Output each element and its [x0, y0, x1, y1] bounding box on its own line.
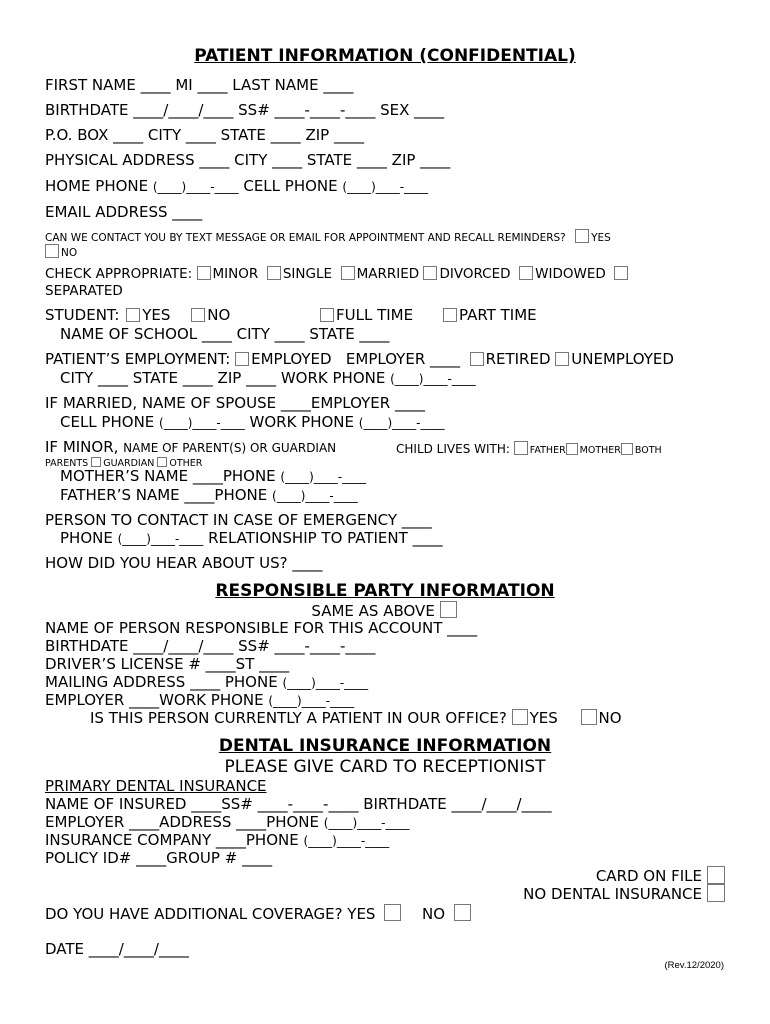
- mother-name-line: [60, 467, 366, 486]
- physical-address-line: PHYSICAL ADDRESS ____ CITY ____ STATE ____ ZIP ____: [45, 151, 451, 169]
- responsible-employer-line: [45, 691, 354, 710]
- father-checkbox[interactable]: [514, 441, 528, 455]
- contact-yes-checkbox[interactable]: [575, 229, 589, 243]
- widowed-checkbox[interactable]: [519, 266, 533, 280]
- unemployed-checkbox[interactable]: [555, 352, 569, 366]
- email-line: EMAIL ADDRESS ____: [45, 203, 203, 221]
- pobox-line: P.O. BOX ____ CITY ____ STATE ____ ZIP ____: [45, 126, 364, 144]
- additional-yes-checkbox[interactable]: [384, 904, 401, 921]
- mailing-address-line: [45, 673, 368, 692]
- widowed-label: WIDOWED: [535, 266, 606, 282]
- mother-name-label: MOTHER’S NAME ____PHONE: [60, 467, 281, 485]
- mailing-address-label: MAILING ADDRESS ____ PHONE: [45, 673, 283, 691]
- student-no-label: NO: [207, 306, 231, 324]
- guardian-checkbox[interactable]: [91, 457, 101, 467]
- give-card-instruction: PLEASE GIVE CARD TO RECEPTIONIST: [224, 757, 546, 777]
- employment-phone-blank: (____)____-____: [390, 372, 476, 386]
- if-minor-label: IF MINOR,: [45, 438, 124, 456]
- current-patient-line: [90, 709, 622, 727]
- full-time-checkbox[interactable]: [320, 308, 334, 322]
- mother-phone-blank: (____)____-____: [280, 470, 367, 484]
- policy-line: POLICY ID# ____GROUP # ____: [45, 849, 273, 867]
- spouse-phone-line: [60, 413, 444, 432]
- contact-question-line: [45, 229, 611, 247]
- employed-checkbox[interactable]: [235, 352, 249, 366]
- marital-status-line: [45, 265, 630, 283]
- father-phone-blank: (____)____-____: [272, 489, 358, 503]
- referral-line: HOW DID YOU HEAR ABOUT US? ____: [45, 554, 323, 572]
- no-dental-insurance-checkbox[interactable]: [707, 884, 725, 902]
- insured-employer-line: [45, 813, 409, 832]
- insurance-company-phone-blank: (____)____-____: [303, 834, 390, 848]
- both-checkbox[interactable]: [621, 443, 633, 455]
- school-line: NAME OF SCHOOL ____ CITY ____ STATE ____: [60, 325, 390, 343]
- insured-line: NAME OF INSURED ____SS# ____-____-____ BIRTHDATE ____/____/____: [45, 795, 552, 813]
- parents-label: PARENTS: [45, 458, 89, 469]
- spouse-cell-label: CELL PHONE: [60, 413, 160, 431]
- student-line: [45, 306, 230, 324]
- student-yes-label: YES: [142, 306, 171, 324]
- employment-city: CITY ____ STATE ____ ZIP ____ WORK PHONE: [60, 369, 391, 387]
- contact-question: CAN WE CONTACT YOU BY TEXT MESSAGE OR EMAIL FOR APPOINTMENT AND RECALL REMINDERS?: [45, 232, 566, 244]
- divorced-label: DIVORCED: [439, 266, 511, 282]
- insured-employer-label: EMPLOYER ____ADDRESS ____PHONE: [45, 813, 324, 831]
- dental-insurance-heading: DENTAL INSURANCE INFORMATION: [218, 736, 552, 756]
- relationship-label: RELATIONSHIP TO PATIENT ____: [203, 529, 443, 547]
- drivers-license-line: DRIVER’S LICENSE # ____ST ____: [45, 655, 290, 673]
- responsible-party-heading: RESPONSIBLE PARTY INFORMATION: [215, 581, 555, 601]
- revision-label: (Rev.12/2020): [664, 960, 724, 971]
- contact-no-line: [45, 244, 77, 262]
- spouse-line: IF MARRIED, NAME OF SPOUSE ____EMPLOYER ____: [45, 394, 425, 412]
- student-yes-checkbox[interactable]: [126, 308, 140, 322]
- contact-no-label: NO: [61, 247, 78, 259]
- mailing-phone-blank: (____)____-____: [282, 676, 369, 690]
- home-phone-label: HOME PHONE: [45, 177, 153, 195]
- cell-phone-blank: (____)____-____: [342, 180, 429, 194]
- responsible-name-line: NAME OF PERSON RESPONSIBLE FOR THIS ACCOUNT ____: [45, 619, 478, 637]
- both-label: BOTH: [634, 445, 662, 456]
- current-patient-yes-label: YES: [529, 709, 558, 727]
- phone-line: [45, 177, 428, 196]
- responsible-birth-line: BIRTHDATE ____/____/____ SS# ____-____-____: [45, 637, 376, 655]
- employer-field: EMPLOYER ____: [345, 350, 461, 368]
- single-label: SINGLE: [282, 266, 333, 282]
- emergency-phone-label: PHONE: [60, 529, 118, 547]
- card-on-file-checkbox[interactable]: [707, 866, 725, 884]
- same-as-above-checkbox[interactable]: [440, 601, 457, 618]
- retired-checkbox[interactable]: [470, 352, 484, 366]
- single-checkbox[interactable]: [267, 266, 281, 280]
- minor-label: MINOR: [212, 266, 259, 282]
- same-as-above-label: SAME AS ABOVE: [311, 602, 435, 620]
- retired-label: RETIRED: [485, 350, 551, 368]
- cell-phone-label: CELL PHONE: [238, 177, 343, 195]
- contact-yes-label: YES: [591, 232, 611, 244]
- spouse-work-label: WORK PHONE: [244, 413, 359, 431]
- additional-no-checkbox[interactable]: [454, 904, 471, 921]
- employment-address-line: [60, 369, 476, 388]
- emergency-phone-line: [60, 529, 443, 548]
- spouse-work-blank: (____)____-____: [358, 416, 445, 430]
- mother-checkbox[interactable]: [566, 443, 578, 455]
- additional-no-label: NO: [422, 905, 446, 923]
- student-label: STUDENT:: [45, 306, 120, 324]
- minor-checkbox[interactable]: [197, 266, 211, 280]
- employed-label: EMPLOYED: [251, 350, 332, 368]
- insured-phone-blank: (____)____-____: [323, 816, 410, 830]
- employment-label: PATIENT’S EMPLOYMENT:: [45, 350, 231, 368]
- married-checkbox[interactable]: [341, 266, 355, 280]
- current-patient-yes-checkbox[interactable]: [512, 709, 528, 725]
- insurance-company-line: [45, 831, 389, 850]
- unemployed-label: UNEMPLOYED: [571, 350, 674, 368]
- form-title: PATIENT INFORMATION (CONFIDENTIAL): [194, 46, 576, 66]
- full-time-option: [320, 306, 413, 324]
- same-as-above-line: [0, 601, 770, 620]
- no-dental-insurance-label: NO DENTAL INSURANCE: [523, 885, 702, 903]
- part-time-option: [443, 306, 537, 324]
- additional-coverage-question: DO YOU HAVE ADDITIONAL COVERAGE? YES: [45, 905, 376, 923]
- responsible-work-phone-blank: (____)____-____: [268, 694, 355, 708]
- home-phone-blank: (____)____-____: [152, 180, 239, 194]
- employment-line: [45, 350, 674, 368]
- spouse-cell-blank: (____)____-____: [159, 416, 245, 430]
- current-patient-no-checkbox[interactable]: [581, 709, 597, 725]
- check-appropriate-label: CHECK APPROPRIATE:: [45, 266, 193, 282]
- additional-coverage-line: [45, 904, 473, 923]
- married-label: MARRIED: [356, 266, 420, 282]
- mother-label: MOTHER: [579, 445, 621, 456]
- divorced-checkbox[interactable]: [423, 266, 437, 280]
- other-checkbox[interactable]: [157, 457, 167, 467]
- father-name-label: FATHER’S NAME ____PHONE: [60, 486, 273, 504]
- date-line: DATE ____/____/____: [45, 940, 189, 958]
- insurance-company-label: INSURANCE COMPANY ____PHONE: [45, 831, 304, 849]
- emergency-contact-line: PERSON TO CONTACT IN CASE OF EMERGENCY ____: [45, 511, 432, 529]
- full-time-label: FULL TIME: [336, 306, 414, 324]
- responsible-employer-label: EMPLOYER ____WORK PHONE: [45, 691, 269, 709]
- parent-guardian-label: NAME OF PARENT(S) OR GUARDIAN: [123, 441, 337, 455]
- child-lives-with-line: [396, 440, 662, 460]
- other-label: OTHER: [169, 458, 203, 469]
- emergency-phone-blank: (____)____-____: [117, 532, 204, 546]
- father-name-line: [60, 486, 358, 505]
- child-lives-label: CHILD LIVES WITH:: [396, 442, 510, 456]
- part-time-checkbox[interactable]: [443, 308, 457, 322]
- birthdate-line: BIRTHDATE ____/____/____ SS# ____-____-____ SEX ____: [45, 101, 445, 119]
- separated-label: SEPARATED: [45, 283, 123, 299]
- separated-checkbox[interactable]: [614, 266, 628, 280]
- student-no-checkbox[interactable]: [191, 308, 205, 322]
- name-line: FIRST NAME ____ MI ____ LAST NAME ____: [45, 76, 354, 94]
- father-label: FATHER: [529, 445, 566, 456]
- contact-no-checkbox[interactable]: [45, 244, 59, 258]
- card-on-file-label: CARD ON FILE: [595, 867, 702, 885]
- primary-insurance-heading: PRIMARY DENTAL INSURANCE: [45, 777, 267, 795]
- guardian-label: GUARDIAN: [103, 458, 155, 469]
- part-time-label: PART TIME: [459, 306, 537, 324]
- current-patient-question: IS THIS PERSON CURRENTLY A PATIENT IN OUR OFFICE?: [90, 709, 507, 727]
- current-patient-no-label: NO: [598, 709, 622, 727]
